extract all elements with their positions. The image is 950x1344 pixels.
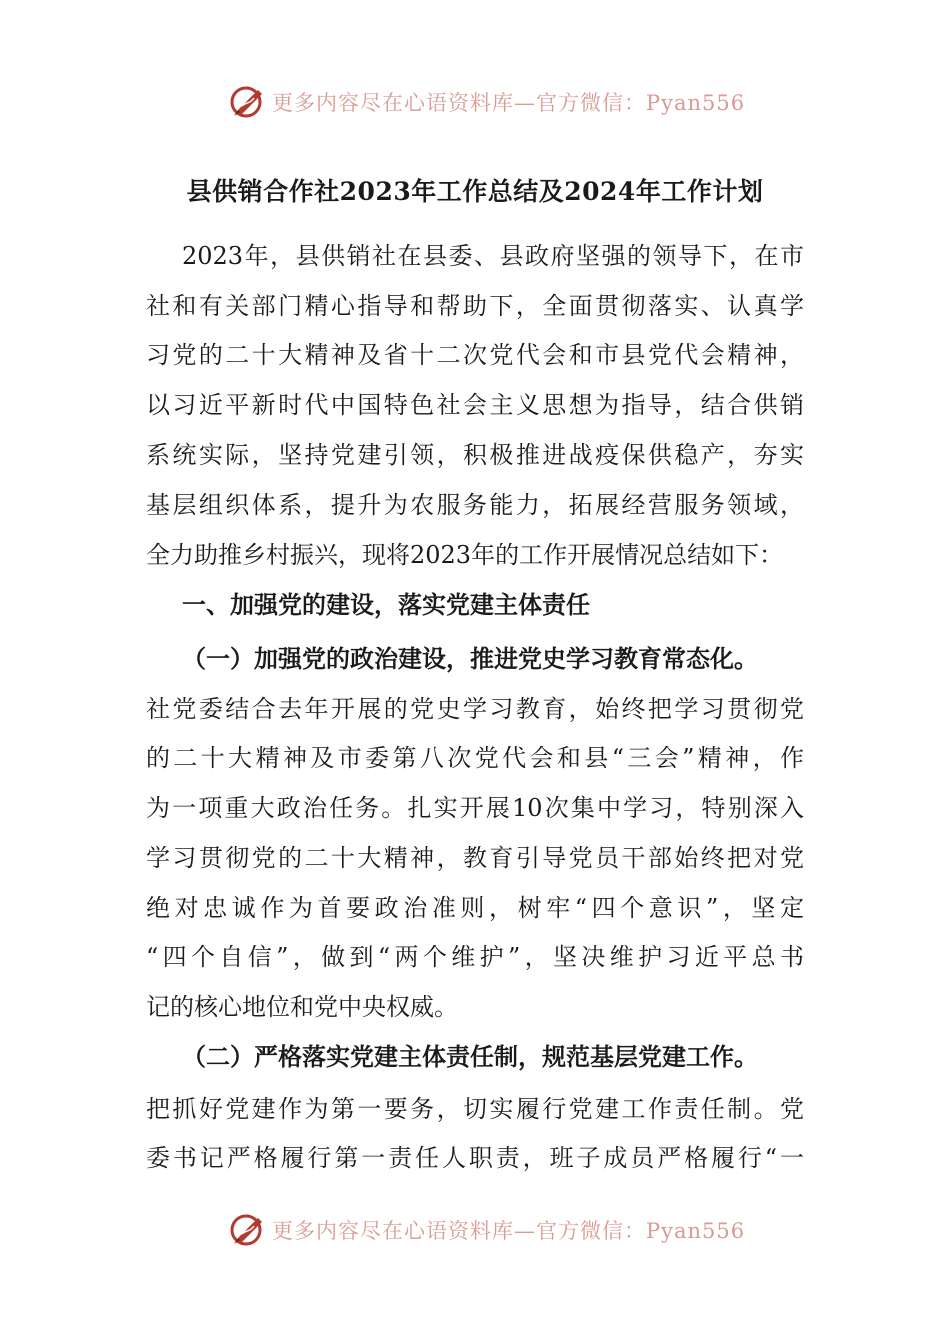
intro-line: 社和有关部门精心指导和帮助下，全面贯彻落实、认真学 [146,292,804,320]
body-line: 学习贯彻党的二十大精神，教育引导党员干部始终把对党 [146,844,804,872]
body-line: 社党委结合去年开展的党史学习教育，始终把学习贯彻党 [146,695,804,723]
body-line: 把抓好党建作为第一要务，切实履行党建工作责任制。党 [146,1095,804,1123]
intro-line: 2023年，县供销社在县委、县政府坚强的领导下，在市 [182,242,804,270]
pen-logo-icon [228,82,268,122]
subsection-heading: （二）严格落实党建主体责任制，规范基层党建工作。 [182,1042,758,1071]
section-heading: 一、加强党的建设，落实党建主体责任 [182,590,590,619]
body-line: 记的核心地位和党中央权威。 [146,993,458,1021]
body-line: 委书记严格履行第一责任人职责，班子成员严格履行“一 [146,1144,804,1172]
intro-line: 系统实际，坚持党建引领，积极推进战疫保供稳产，夯实 [146,441,804,469]
body-line: 绝对忠诚作为首要政治准则，树牢“四个意识”，坚定 [146,894,804,922]
watermark-banner-top [228,80,748,124]
body-line: 为一项重大政治任务。扎实开展10次集中学习，特别深入 [146,794,804,822]
intro-line: 以习近平新时代中国特色社会主义思想为指导，结合供销 [146,391,804,419]
body-line: “四个自信”，做到“两个维护”，坚决维护习近平总书 [146,943,804,971]
watermark-text: 更多内容尽在心语资料库—官方微信：Pyan556 [272,1219,746,1243]
intro-line: 全力助推乡村振兴，现将2023年的工作开展情况总结如下： [146,541,784,569]
intro-line: 基层组织体系，提升为农服务能力，拓展经营服务领域， [146,491,804,519]
subsection-heading: （一）加强党的政治建设，推进党史学习教育常态化。 [182,644,758,673]
watermark-banner-bottom [228,1208,748,1252]
document-title: 县供销合作社2023年工作总结及2024年工作计划 [186,177,764,206]
watermark-text: 更多内容尽在心语资料库—官方微信：Pyan556 [272,91,746,115]
intro-line: 习党的二十大精神及省十二次党代会和市县党代会精神， [146,341,804,369]
pen-logo-icon [228,1210,268,1250]
body-line: 的二十大精神及市委第八次党代会和县“三会”精神，作 [146,744,804,772]
